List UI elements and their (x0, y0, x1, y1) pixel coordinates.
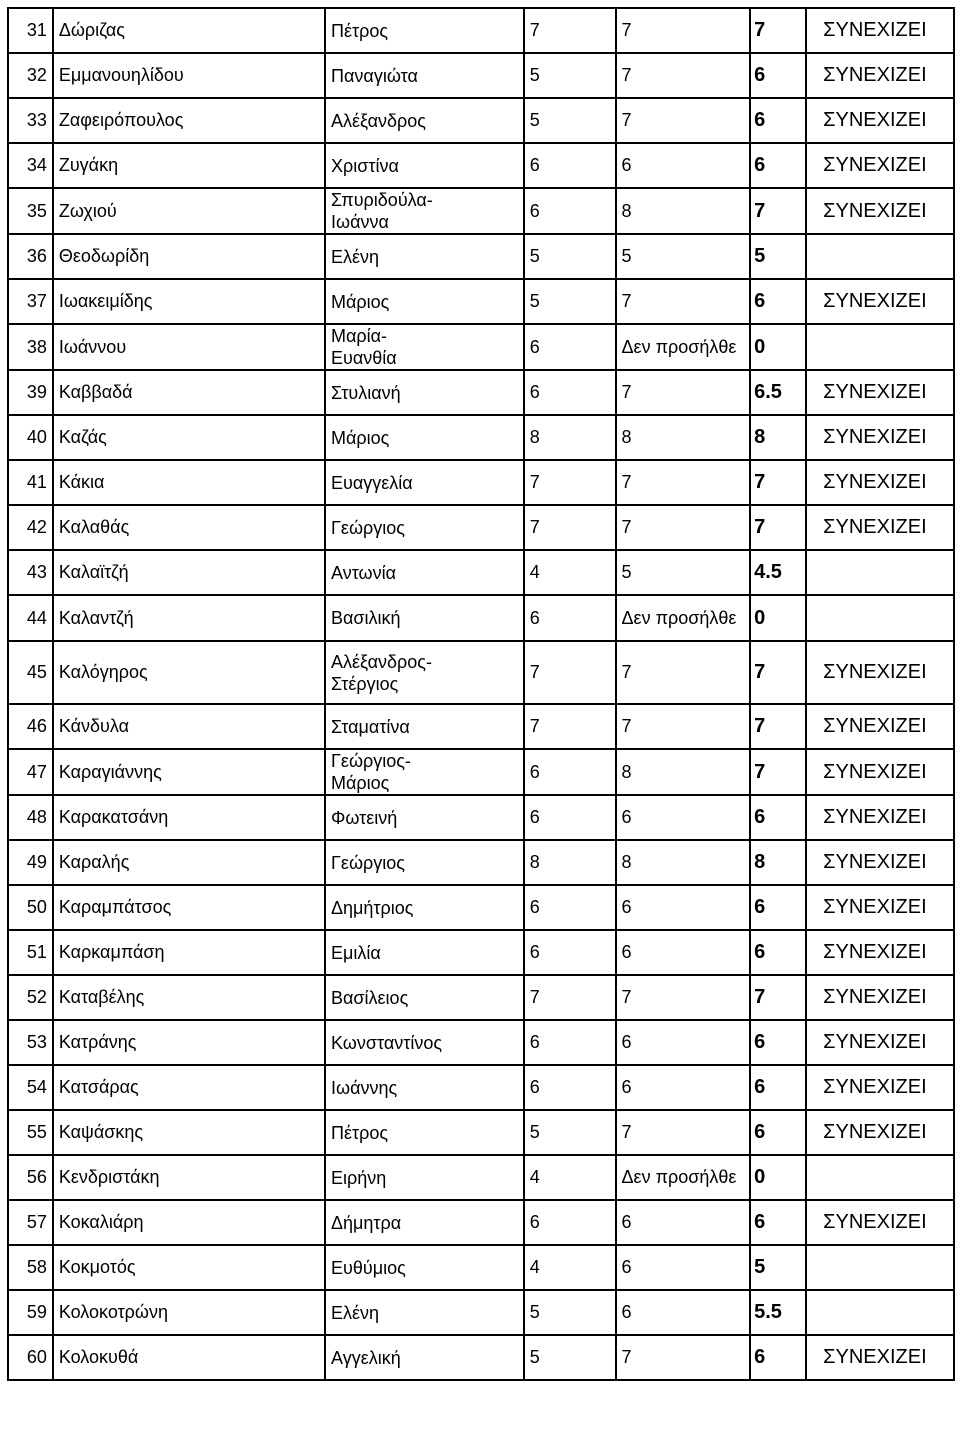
first-name-cell: Σταματίνα (325, 704, 524, 749)
table-row (8, 370, 954, 415)
average-grade-cell: 5.5 (750, 1290, 806, 1335)
status-cell: ΣΥΝΕΧΙΖΕΙ (806, 795, 954, 840)
last-name-cell: Καταβέλης (53, 975, 325, 1020)
grade-2-cell: 7 (616, 704, 751, 749)
first-name-cell: Χριστίνα (325, 143, 524, 188)
average-grade-cell: 6 (750, 143, 806, 188)
table-row (8, 460, 954, 505)
average-grade-cell: 7 (750, 460, 806, 505)
row-number-cell: 46 (8, 704, 53, 749)
first-name-cell: Ιωάννης (325, 1065, 524, 1110)
first-name-cell: Στυλιανή (325, 370, 524, 415)
table-row (8, 188, 954, 234)
average-grade-cell: 5 (750, 1245, 806, 1290)
grade-2-cell: 6 (616, 795, 751, 840)
grade-2-cell: 7 (616, 460, 751, 505)
row-number-cell: 50 (8, 885, 53, 930)
last-name-cell: Ζυγάκη (53, 143, 325, 188)
row-number-cell: 35 (8, 188, 53, 234)
last-name-cell: Εμμανουηλίδου (53, 53, 325, 98)
last-name-cell: Κολοκυθά (53, 1335, 325, 1380)
average-grade-cell: 0 (750, 595, 806, 641)
last-name-cell: Καλαντζή (53, 595, 325, 641)
first-name-cell: Ελένη (325, 1290, 524, 1335)
last-name-cell: Καψάσκης (53, 1110, 325, 1155)
grade-2-cell: Δεν προσήλθε (616, 595, 751, 641)
row-number-cell: 49 (8, 840, 53, 885)
status-cell: ΣΥΝΕΧΙΖΕΙ (806, 885, 954, 930)
grade-1-cell: 6 (524, 370, 616, 415)
status-cell: ΣΥΝΕΧΙΖΕΙ (806, 930, 954, 975)
average-grade-cell: 7 (750, 641, 806, 704)
status-cell (806, 1290, 954, 1335)
first-name-cell: Σπυριδούλα- Ιωάννα (325, 188, 524, 234)
grade-2-cell: 6 (616, 1065, 751, 1110)
average-grade-cell: 6 (750, 53, 806, 98)
grade-2-cell: Δεν προσήλθε (616, 1155, 751, 1200)
grade-1-cell: 6 (524, 1200, 616, 1245)
average-grade-cell: 6 (750, 279, 806, 324)
last-name-cell: Κατσάρας (53, 1065, 325, 1110)
row-number-cell: 59 (8, 1290, 53, 1335)
status-cell: ΣΥΝΕΧΙΖΕΙ (806, 975, 954, 1020)
row-number-cell: 54 (8, 1065, 53, 1110)
grade-2-cell: 5 (616, 550, 751, 595)
first-name-cell: Δημήτριος (325, 885, 524, 930)
row-number-cell: 47 (8, 749, 53, 795)
first-name-cell: Αγγελική (325, 1335, 524, 1380)
grade-2-cell: 7 (616, 641, 751, 704)
first-name-cell: Γεώργιος- Μάριος (325, 749, 524, 795)
last-name-cell: Κολοκοτρώνη (53, 1290, 325, 1335)
status-cell (806, 595, 954, 641)
row-number-cell: 42 (8, 505, 53, 550)
grade-1-cell: 8 (524, 415, 616, 460)
grade-1-cell: 5 (524, 1290, 616, 1335)
row-number-cell: 36 (8, 234, 53, 279)
grade-1-cell: 6 (524, 930, 616, 975)
last-name-cell: Θεοδωρίδη (53, 234, 325, 279)
row-number-cell: 41 (8, 460, 53, 505)
average-grade-cell: 8 (750, 840, 806, 885)
average-grade-cell: 6 (750, 795, 806, 840)
table-row (8, 98, 954, 143)
first-name-cell: Πέτρος (325, 1110, 524, 1155)
row-number-cell: 45 (8, 641, 53, 704)
table-row (8, 1110, 954, 1155)
table-row (8, 1290, 954, 1335)
grade-2-cell: 7 (616, 1110, 751, 1155)
grade-2-cell: 6 (616, 1290, 751, 1335)
grade-1-cell: 6 (524, 749, 616, 795)
status-cell: ΣΥΝΕΧΙΖΕΙ (806, 749, 954, 795)
average-grade-cell: 6 (750, 1200, 806, 1245)
grade-2-cell: 6 (616, 143, 751, 188)
last-name-cell: Κάνδυλα (53, 704, 325, 749)
status-cell: ΣΥΝΕΧΙΖΕΙ (806, 98, 954, 143)
row-number-cell: 37 (8, 279, 53, 324)
grade-1-cell: 5 (524, 234, 616, 279)
row-number-cell: 60 (8, 1335, 53, 1380)
average-grade-cell: 8 (750, 415, 806, 460)
grades-table (7, 7, 955, 1381)
status-cell (806, 550, 954, 595)
table-row (8, 1155, 954, 1200)
first-name-cell: Ειρήνη (325, 1155, 524, 1200)
table-row (8, 279, 954, 324)
grade-1-cell: 7 (524, 505, 616, 550)
first-name-cell: Βασιλική (325, 595, 524, 641)
status-cell: ΣΥΝΕΧΙΖΕΙ (806, 641, 954, 704)
grade-1-cell: 6 (524, 1020, 616, 1065)
status-cell: ΣΥΝΕΧΙΖΕΙ (806, 53, 954, 98)
grade-1-cell: 8 (524, 840, 616, 885)
first-name-cell: Ελένη (325, 234, 524, 279)
average-grade-cell: 6 (750, 1020, 806, 1065)
row-number-cell: 48 (8, 795, 53, 840)
average-grade-cell: 6 (750, 1110, 806, 1155)
table-row (8, 641, 954, 704)
grades-table-body (8, 8, 954, 1380)
table-row (8, 704, 954, 749)
grade-2-cell: 7 (616, 975, 751, 1020)
average-grade-cell: 5 (750, 234, 806, 279)
row-number-cell: 40 (8, 415, 53, 460)
grade-1-cell: 4 (524, 550, 616, 595)
table-row (8, 595, 954, 641)
average-grade-cell: 6.5 (750, 370, 806, 415)
average-grade-cell: 0 (750, 1155, 806, 1200)
grade-1-cell: 6 (524, 1065, 616, 1110)
grade-1-cell: 5 (524, 53, 616, 98)
first-name-cell: Ευαγγελία (325, 460, 524, 505)
table-row (8, 930, 954, 975)
row-number-cell: 43 (8, 550, 53, 595)
row-number-cell: 55 (8, 1110, 53, 1155)
last-name-cell: Ιωακειμίδης (53, 279, 325, 324)
last-name-cell: Καραγιάννης (53, 749, 325, 795)
grade-1-cell: 6 (524, 885, 616, 930)
first-name-cell: Μάριος (325, 415, 524, 460)
grade-2-cell: 6 (616, 1245, 751, 1290)
status-cell: ΣΥΝΕΧΙΖΕΙ (806, 415, 954, 460)
average-grade-cell: 7 (750, 505, 806, 550)
row-number-cell: 39 (8, 370, 53, 415)
status-cell: ΣΥΝΕΧΙΖΕΙ (806, 143, 954, 188)
table-row (8, 234, 954, 279)
row-number-cell: 32 (8, 53, 53, 98)
row-number-cell: 52 (8, 975, 53, 1020)
status-cell: ΣΥΝΕΧΙΖΕΙ (806, 460, 954, 505)
average-grade-cell: 6 (750, 885, 806, 930)
table-row (8, 505, 954, 550)
grade-2-cell: 7 (616, 505, 751, 550)
average-grade-cell: 6 (750, 1335, 806, 1380)
grade-1-cell: 5 (524, 1110, 616, 1155)
grade-1-cell: 6 (524, 795, 616, 840)
first-name-cell: Γεώργιος (325, 505, 524, 550)
grade-2-cell: 6 (616, 1200, 751, 1245)
table-row (8, 1200, 954, 1245)
row-number-cell: 58 (8, 1245, 53, 1290)
status-cell (806, 1245, 954, 1290)
grade-1-cell: 5 (524, 98, 616, 143)
average-grade-cell: 4.5 (750, 550, 806, 595)
table-row (8, 143, 954, 188)
last-name-cell: Ζαφειρόπουλος (53, 98, 325, 143)
row-number-cell: 33 (8, 98, 53, 143)
status-cell: ΣΥΝΕΧΙΖΕΙ (806, 1200, 954, 1245)
grade-1-cell: 7 (524, 460, 616, 505)
grade-1-cell: 5 (524, 1335, 616, 1380)
grade-2-cell: 8 (616, 749, 751, 795)
row-number-cell: 34 (8, 143, 53, 188)
average-grade-cell: 7 (750, 704, 806, 749)
status-cell (806, 234, 954, 279)
grade-2-cell: 8 (616, 188, 751, 234)
status-cell: ΣΥΝΕΧΙΖΕΙ (806, 704, 954, 749)
first-name-cell: Πέτρος (325, 8, 524, 53)
status-cell (806, 1155, 954, 1200)
table-row (8, 1335, 954, 1380)
first-name-cell: Μαρία- Ευανθία (325, 324, 524, 370)
grade-1-cell: 7 (524, 704, 616, 749)
table-row (8, 324, 954, 370)
row-number-cell: 57 (8, 1200, 53, 1245)
table-row (8, 840, 954, 885)
last-name-cell: Καλόγηρος (53, 641, 325, 704)
status-cell: ΣΥΝΕΧΙΖΕΙ (806, 840, 954, 885)
last-name-cell: Καλαθάς (53, 505, 325, 550)
last-name-cell: Δώριζας (53, 8, 325, 53)
grade-1-cell: 6 (524, 188, 616, 234)
average-grade-cell: 7 (750, 975, 806, 1020)
row-number-cell: 31 (8, 8, 53, 53)
grade-2-cell: 8 (616, 415, 751, 460)
last-name-cell: Κοκμοτός (53, 1245, 325, 1290)
row-number-cell: 38 (8, 324, 53, 370)
grade-1-cell: 7 (524, 975, 616, 1020)
average-grade-cell: 0 (750, 324, 806, 370)
first-name-cell: Δήμητρα (325, 1200, 524, 1245)
table-row (8, 749, 954, 795)
status-cell: ΣΥΝΕΧΙΖΕΙ (806, 1020, 954, 1065)
table-row (8, 885, 954, 930)
first-name-cell: Μάριος (325, 279, 524, 324)
last-name-cell: Καρκαμπάση (53, 930, 325, 975)
row-number-cell: 56 (8, 1155, 53, 1200)
table-row (8, 8, 954, 53)
grade-2-cell: 6 (616, 930, 751, 975)
table-row (8, 53, 954, 98)
first-name-cell: Παναγιώτα (325, 53, 524, 98)
first-name-cell: Αντωνία (325, 550, 524, 595)
last-name-cell: Ζωχιού (53, 188, 325, 234)
status-cell: ΣΥΝΕΧΙΖΕΙ (806, 279, 954, 324)
last-name-cell: Καλαϊτζή (53, 550, 325, 595)
table-row (8, 975, 954, 1020)
table-row (8, 415, 954, 460)
status-cell: ΣΥΝΕΧΙΖΕΙ (806, 505, 954, 550)
average-grade-cell: 6 (750, 930, 806, 975)
grade-2-cell: 7 (616, 279, 751, 324)
last-name-cell: Καρακατσάνη (53, 795, 325, 840)
table-row (8, 1020, 954, 1065)
status-cell (806, 324, 954, 370)
row-number-cell: 44 (8, 595, 53, 641)
grade-2-cell: 7 (616, 370, 751, 415)
grade-1-cell: 7 (524, 641, 616, 704)
grade-1-cell: 4 (524, 1245, 616, 1290)
last-name-cell: Κενδριστάκη (53, 1155, 325, 1200)
last-name-cell: Κοκαλιάρη (53, 1200, 325, 1245)
first-name-cell: Φωτεινή (325, 795, 524, 840)
grade-1-cell: 4 (524, 1155, 616, 1200)
table-row (8, 1245, 954, 1290)
first-name-cell: Γεώργιος (325, 840, 524, 885)
grade-2-cell: 6 (616, 885, 751, 930)
average-grade-cell: 7 (750, 8, 806, 53)
last-name-cell: Ιωάννου (53, 324, 325, 370)
average-grade-cell: 7 (750, 188, 806, 234)
table-row (8, 1065, 954, 1110)
grade-2-cell: 7 (616, 8, 751, 53)
grade-2-cell: 7 (616, 53, 751, 98)
grade-1-cell: 5 (524, 279, 616, 324)
average-grade-cell: 6 (750, 1065, 806, 1110)
status-cell: ΣΥΝΕΧΙΖΕΙ (806, 1110, 954, 1155)
first-name-cell: Αλέξανδρος (325, 98, 524, 143)
average-grade-cell: 7 (750, 749, 806, 795)
first-name-cell: Εμιλία (325, 930, 524, 975)
status-cell: ΣΥΝΕΧΙΖΕΙ (806, 370, 954, 415)
last-name-cell: Καραλής (53, 840, 325, 885)
first-name-cell: Ευθύμιος (325, 1245, 524, 1290)
first-name-cell: Κωνσταντίνος (325, 1020, 524, 1065)
grade-1-cell: 7 (524, 8, 616, 53)
status-cell: ΣΥΝΕΧΙΖΕΙ (806, 188, 954, 234)
grade-2-cell: 7 (616, 98, 751, 143)
last-name-cell: Καζάς (53, 415, 325, 460)
first-name-cell: Βασίλειος (325, 975, 524, 1020)
row-number-cell: 53 (8, 1020, 53, 1065)
status-cell: ΣΥΝΕΧΙΖΕΙ (806, 1335, 954, 1380)
average-grade-cell: 6 (750, 98, 806, 143)
last-name-cell: Κάκια (53, 460, 325, 505)
table-row (8, 550, 954, 595)
grade-2-cell: 6 (616, 1020, 751, 1065)
grade-1-cell: 6 (524, 143, 616, 188)
grade-2-cell: 7 (616, 1335, 751, 1380)
grade-2-cell: 8 (616, 840, 751, 885)
status-cell: ΣΥΝΕΧΙΖΕΙ (806, 1065, 954, 1110)
status-cell: ΣΥΝΕΧΙΖΕΙ (806, 8, 954, 53)
grade-1-cell: 6 (524, 324, 616, 370)
last-name-cell: Κατράνης (53, 1020, 325, 1065)
table-row (8, 795, 954, 840)
first-name-cell: Αλέξανδρος- Στέργιος (325, 641, 524, 704)
grade-2-cell: 5 (616, 234, 751, 279)
grade-2-cell: Δεν προσήλθε (616, 324, 751, 370)
last-name-cell: Καραμπάτσος (53, 885, 325, 930)
last-name-cell: Καββαδά (53, 370, 325, 415)
grade-1-cell: 6 (524, 595, 616, 641)
row-number-cell: 51 (8, 930, 53, 975)
